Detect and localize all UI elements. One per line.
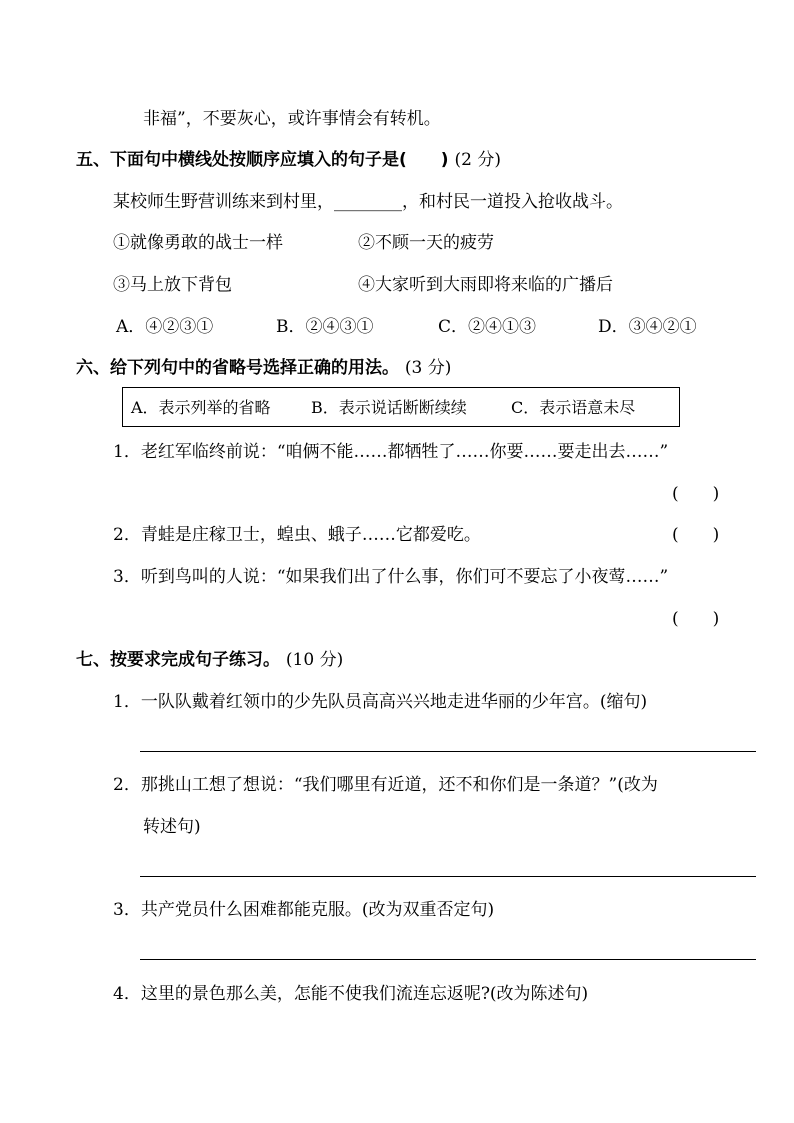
q5-item-1: ①就像勇敢的战士一样: [113, 233, 283, 253]
q5-score: (2 分): [454, 150, 501, 170]
q6-item-3: 3．听到鸟叫的人说：“如果我们出了什么事，你们可不要忘了小夜莺……”: [113, 567, 669, 587]
q5-item-2: ②不顾一天的疲劳: [358, 233, 494, 253]
q7-score: (10 分): [285, 650, 344, 670]
q5-item-4: ④大家听到大雨即将来临的广播后: [358, 275, 613, 295]
q7-answer-line-1[interactable]: [140, 751, 756, 752]
q6-heading-text: 六、给下列句中的省略号选择正确的用法。: [76, 358, 399, 378]
q5-heading-text: 五、下面句中横线处按顺序应填入的句子是( ): [76, 150, 449, 170]
q5-option-a: A．④②③①: [116, 317, 214, 337]
q7-heading: [76, 649, 343, 671]
q7-item-4: 4．这里的景色那么美，怎能不使我们流连忘返呢?(改为陈述句): [113, 984, 589, 1004]
q6-item-2: 2．青蛙是庄稼卫士，蝗虫、蛾子……它都爱吃。: [113, 525, 481, 545]
q6-score: (3 分): [404, 358, 452, 378]
q6-answer-bracket-3[interactable]: ( ): [672, 609, 720, 629]
q6-answer-bracket-1[interactable]: ( ): [672, 484, 720, 504]
q6-choice-b: B．表示说话断断续续: [311, 398, 467, 417]
q5-option-b: B．②④③①: [276, 317, 374, 337]
q7-answer-line-3[interactable]: [140, 959, 756, 960]
continuation-text: 非福”，不要灰心，或许事情会有转机。: [143, 109, 441, 129]
q6-item-1: 1．老红军临终前说：“咱俩不能……都牺牲了……你要……要走出去……”: [113, 442, 669, 462]
q7-answer-line-2[interactable]: [140, 876, 756, 877]
q5-option-d: D．③④②①: [598, 317, 697, 337]
q5-item-3: ③马上放下背包: [113, 275, 232, 295]
q7-item-2-continuation: 转述句): [143, 817, 201, 837]
q6-answer-bracket-2[interactable]: ( ): [672, 525, 720, 545]
q7-heading-text: 七、按要求完成句子练习。: [76, 650, 280, 670]
q6-choice-box: [122, 387, 680, 427]
q6-choice-c: C．表示语意未尽: [511, 398, 636, 417]
q5-sentence: 某校师生野营训练来到村里，________，和村民一道投入抢收战斗。: [113, 192, 623, 212]
q6-heading: [76, 357, 451, 379]
q7-item-1: 1．一队队戴着红领巾的少先队员高高兴兴地走进华丽的少年宫。(缩句): [113, 692, 648, 712]
q7-item-3: 3．共产党员什么困难都能克服。(改为双重否定句): [113, 900, 495, 920]
q5-heading: [76, 149, 501, 171]
q7-item-2: 2．那挑山工想了想说：“我们哪里有近道，还不和你们是一条道？”(改为: [113, 775, 658, 795]
q6-choice-a: A．表示列举的省略: [131, 398, 271, 417]
q5-option-c: C．②④①③: [438, 317, 537, 337]
